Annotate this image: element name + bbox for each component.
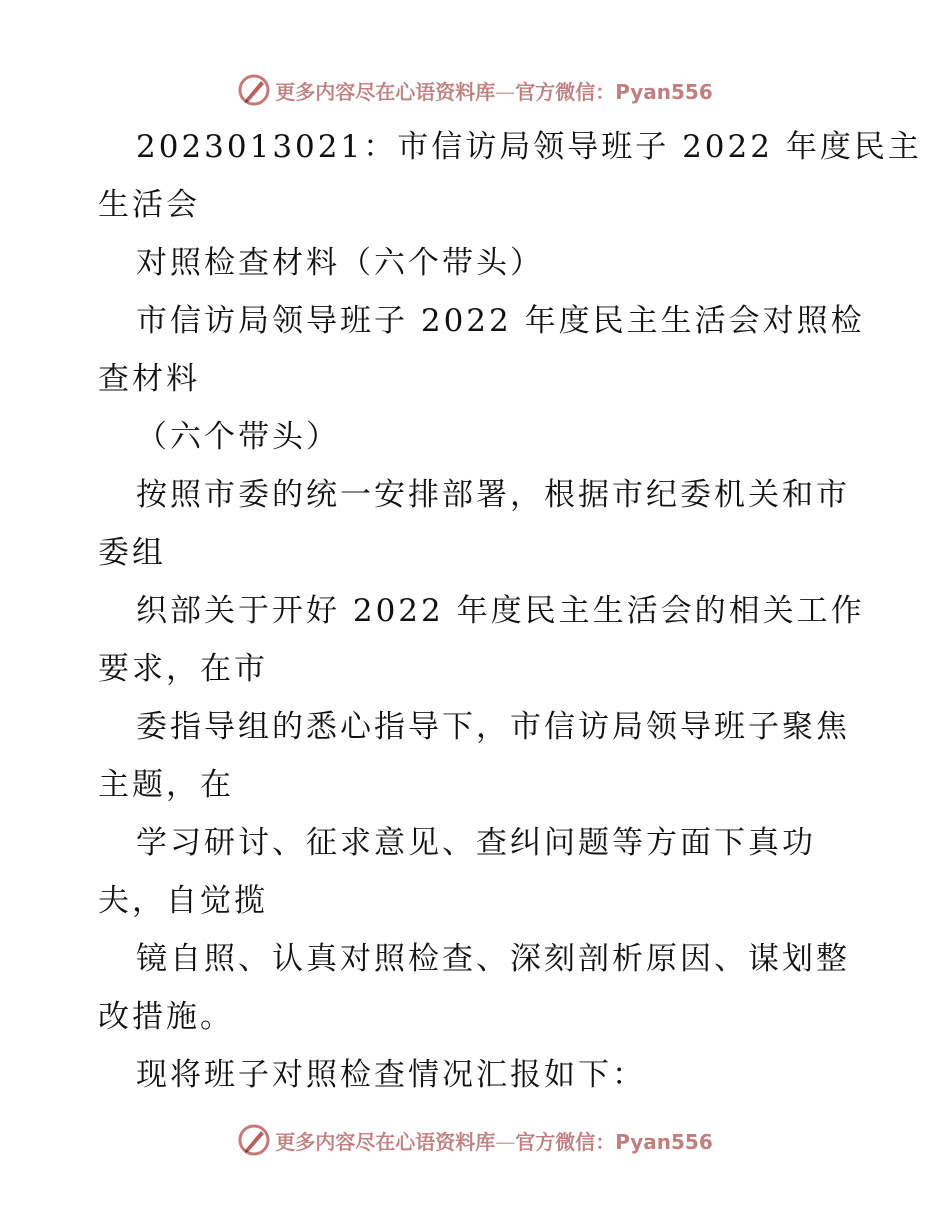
header-watermark-banner: [0, 70, 950, 110]
doc-line: 生活会: [98, 187, 200, 223]
pen-logo-icon: [237, 73, 271, 107]
doc-line: （六个带头）: [136, 419, 340, 455]
doc-line: 2023013021：市信访局领导班子 2022 年度民主: [136, 129, 922, 165]
doc-line: 改措施。: [98, 999, 234, 1035]
watermark-main-text: 更多内容尽在心语资料库: [275, 79, 496, 104]
doc-line: 市信访局领导班子 2022 年度民主生活会对照检: [136, 303, 865, 339]
pen-logo-icon: [237, 1123, 271, 1157]
watermark-separator: —: [495, 79, 516, 104]
doc-line: 主题，在: [98, 767, 234, 803]
footer-watermark-banner: [0, 1120, 950, 1160]
doc-line: 要求，在市: [98, 651, 268, 687]
doc-line: 夫，自觉揽: [98, 883, 268, 919]
watermark-text: [275, 76, 713, 105]
watermark-separator: —: [495, 1129, 516, 1154]
watermark-wechat-text: 官方微信：Pyan556: [515, 79, 713, 104]
watermark-main-text: 更多内容尽在心语资料库: [275, 1129, 496, 1154]
doc-line: 委指导组的悉心指导下，市信访局领导班子聚焦: [136, 709, 850, 745]
watermark-wechat-text: 官方微信：Pyan556: [515, 1129, 713, 1154]
doc-line: 镜自照、认真对照检查、深刻剖析原因、谋划整: [136, 941, 850, 977]
doc-line: 学习研讨、征求意见、查纠问题等方面下真功: [136, 825, 816, 861]
doc-line: 按照市委的统一安排部署，根据市纪委机关和市: [136, 477, 850, 513]
doc-line: 查材料: [98, 361, 200, 397]
watermark-text: [275, 1126, 713, 1155]
doc-line: 织部关于开好 2022 年度民主生活会的相关工作: [136, 593, 865, 629]
doc-line: 对照检查材料（六个带头）: [136, 245, 544, 281]
doc-line: 委组: [98, 535, 166, 571]
doc-line: 现将班子对照检查情况汇报如下：: [136, 1057, 646, 1093]
document-body: [98, 118, 922, 1104]
